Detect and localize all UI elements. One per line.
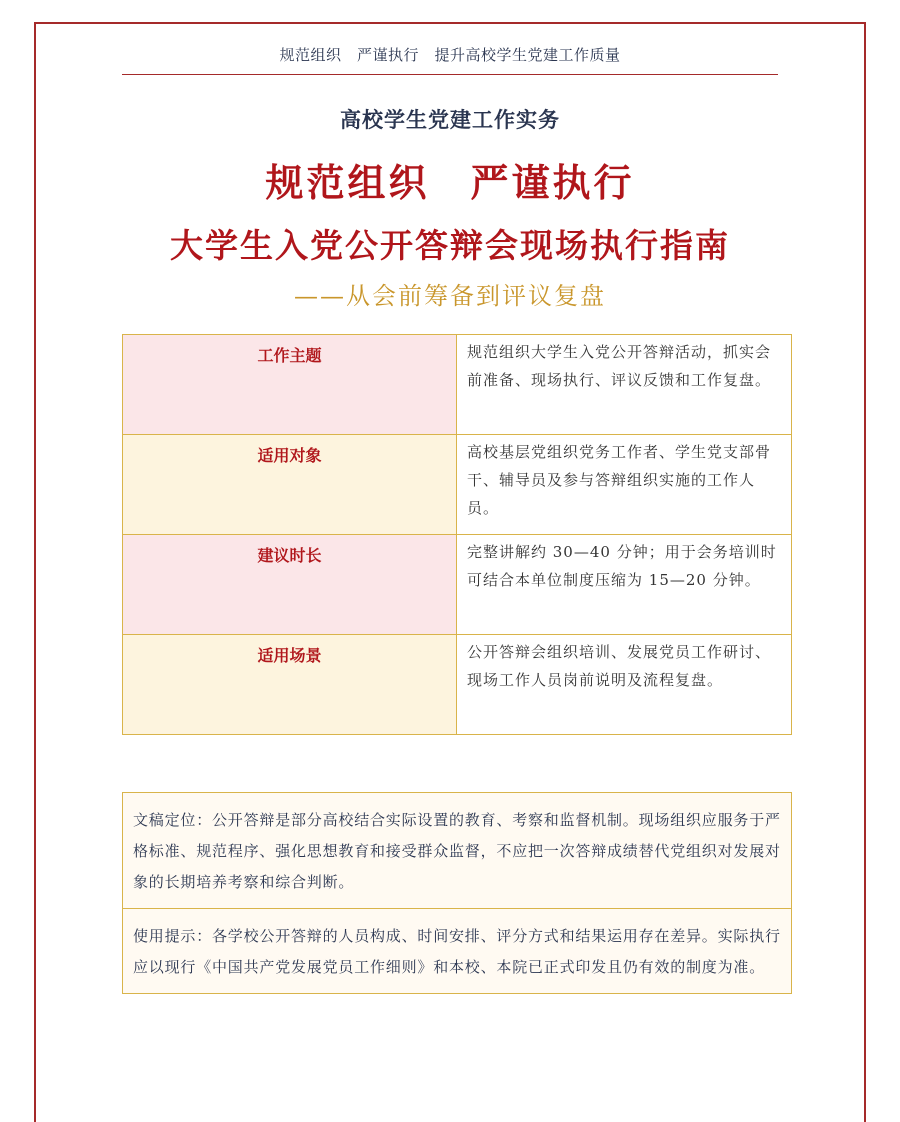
row-label-topic: 工作主题	[123, 335, 457, 435]
info-table	[122, 334, 792, 735]
series-title: 高校学生党建工作实务	[340, 108, 560, 132]
row-value-topic: 规范组织大学生入党公开答辩活动，抓实会前准备、现场执行、评议反馈和工作复盘。	[457, 335, 792, 435]
header-divider	[122, 74, 778, 75]
row-value-scenario: 公开答辩会组织培训、发展党员工作研讨、现场工作人员岗前说明及流程复盘。	[457, 635, 792, 735]
table-row	[123, 335, 792, 435]
note-usage-tip: 使用提示：各学校公开答辩的人员构成、时间安排、评分方式和结果运用存在差异。实际执行应以现行《中国共产党发展党员工作细则》和本校、本院已正式印发且仍有效的制度为准。	[123, 908, 791, 993]
main-title-line2: 大学生入党公开答辩会现场执行指南	[170, 226, 730, 265]
row-value-duration: 完整讲解约 30—40 分钟；用于会务培训时可结合本单位制度压缩为 15—20 分钟。	[457, 535, 792, 635]
row-label-duration: 建议时长	[123, 535, 457, 635]
table-row	[123, 435, 792, 535]
subtitle: ——从会前筹备到评议复盘	[294, 282, 606, 310]
main-title-line1: 规范组织 严谨执行	[265, 161, 635, 205]
row-label-audience: 适用对象	[123, 435, 457, 535]
row-label-scenario: 适用场景	[123, 635, 457, 735]
page-frame	[34, 22, 866, 1122]
row-value-audience: 高校基层党组织党务工作者、学生党支部骨干、辅导员及参与答辩组织实施的工作人员。	[457, 435, 792, 535]
table-row	[123, 635, 792, 735]
notes-box	[122, 792, 792, 994]
table-row	[123, 535, 792, 635]
note-positioning: 文稿定位：公开答辩是部分高校结合实际设置的教育、考察和监督机制。现场组织应服务于严格标准、规范程序、强化思想教育和接受群众监督，不应把一次答辩成绩替代党组织对发展对象的长期培养考察和综合判断。	[133, 811, 781, 891]
running-header: 规范组织 严谨执行 提升高校学生党建工作质量	[279, 46, 621, 64]
